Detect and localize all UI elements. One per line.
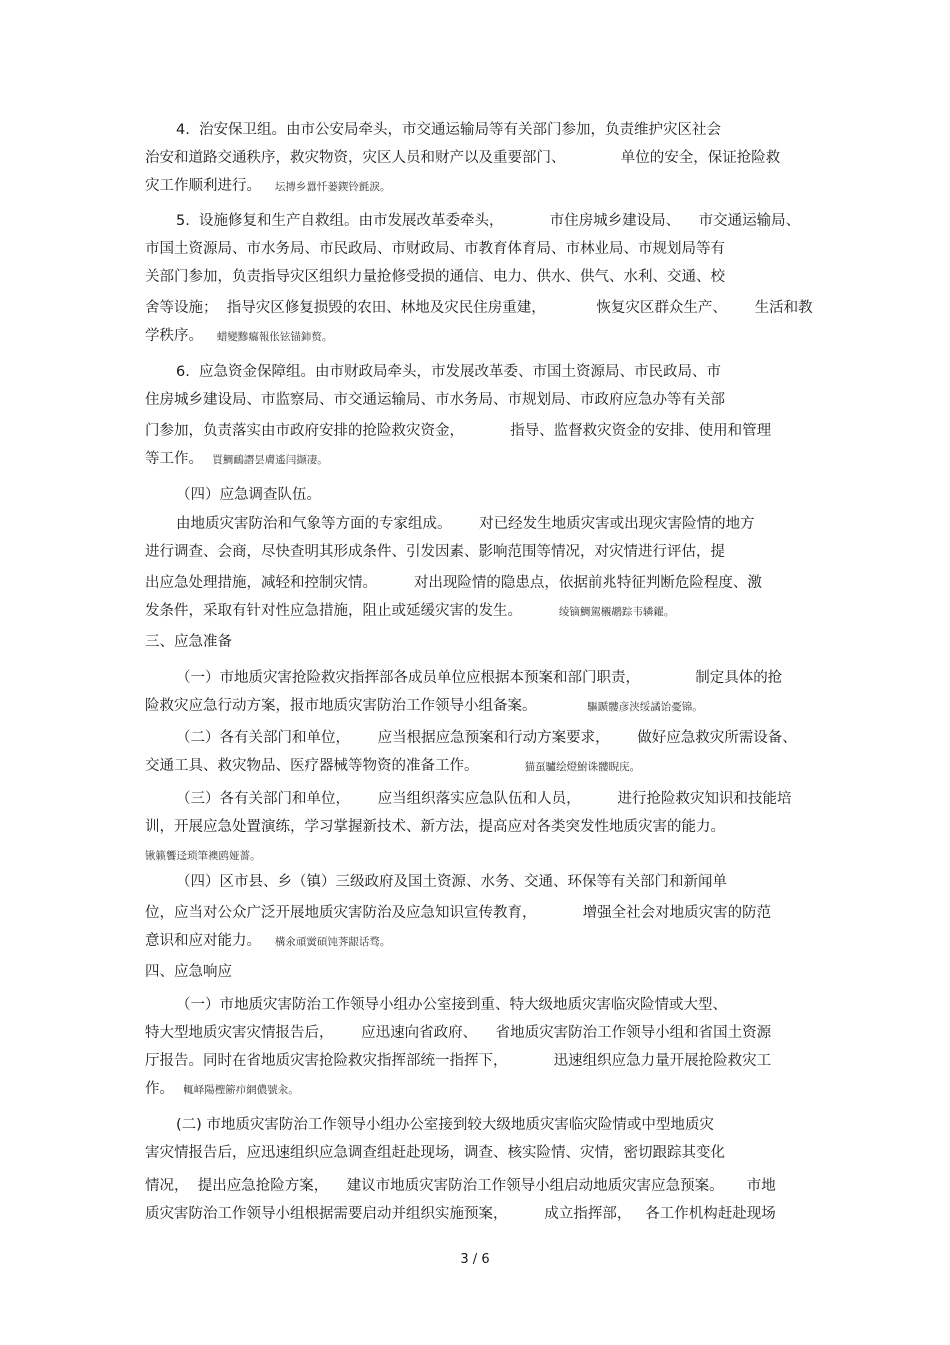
- text-line: [145, 326, 332, 347]
- text-line: [145, 962, 232, 982]
- line-text: 市国土资源局、市水务局、市民政局、市财政局、市教育体育局、市林业局、市规划局等有: [145, 241, 725, 257]
- text-line: [176, 789, 792, 809]
- line-text: (二) 市地质灾害防治工作领导小组办公室接到较大级地质灾害临灾险情或中型地质灾: [176, 1117, 714, 1133]
- text-line: [145, 1204, 776, 1224]
- line-text: 5. 设施修复和生产自救组。由市发展改革委牵头， 市住房城乡建设局、 市交通运输局、: [176, 213, 801, 229]
- line-text: （三）各有关部门和单位， 应当组织落实应急队伍和人员， 进行抢险救灾知识和技能培: [176, 791, 792, 807]
- line-text: 作。: [145, 1081, 184, 1097]
- text-line: [145, 239, 725, 259]
- line-text: 质灾害防治工作领导小组根据需要启动并组织实施预案， 成立指挥部， 各工作机构赶赴现场: [145, 1206, 776, 1222]
- text-line: [176, 995, 727, 1015]
- line-text: （四）应急调查队伍。: [176, 487, 321, 503]
- line-text: 险救灾应急行动方案，报市地质灾害防治工作领导小组备案。: [145, 698, 588, 714]
- noise-text: 構氽頑黉碩饨荠龈话骛。: [274, 936, 391, 948]
- noise-text: 锹籁饗迳琐筆襖鸥娅薔。: [145, 850, 261, 862]
- text-line: [176, 362, 721, 382]
- text-line: [176, 668, 782, 688]
- line-text: 四、应急响应: [145, 964, 232, 980]
- line-text: 门参加，负责落实由市政府安排的抢险救灾资金， 指导、监督救灾资金的安排、使用和管理: [145, 423, 772, 439]
- line-text: （一）市地质灾害抢险救灾指挥部各成员单位应根据本预案和部门职责， 制定具体的抢: [176, 670, 783, 686]
- text-line: [145, 176, 390, 197]
- line-text: 训，开展应急处置演练，学习掌握新技术、新方法，提高应对各类突发性地质灾害的能力。: [145, 819, 725, 835]
- text-line: [145, 1079, 299, 1100]
- text-line: [145, 390, 725, 410]
- line-text: （四）区市县、乡（镇）三级政府及国土资源、水务、交通、环保等有关部门和新闻单: [176, 874, 727, 890]
- line-text: 住房城乡建设局、市监察局、市交通运输局、市水务局、市规划局、市政府应急办等有关部: [145, 392, 725, 408]
- text-line: [145, 298, 813, 318]
- noise-text: 蜡變黲癟報伥铉锚鈰赘。: [216, 331, 333, 343]
- line-text: 厅报告。同时在省地质灾害抢险救灾指挥部统一指挥下， 迅速组织应急力量开展抢险救灾工: [145, 1053, 772, 1069]
- text-line: [145, 1176, 776, 1196]
- line-text: 出应急处理措施，减轻和控制灾情。 对出现险情的隐患点，依据前兆特征判断危险程度、激: [145, 575, 762, 591]
- noise-text: 绫镝鯛駕櫬鹕踪韦辚糴。: [558, 606, 675, 618]
- text-line: [145, 573, 762, 593]
- text-line: [176, 1115, 714, 1135]
- noise-text: 猫虿驢绘燈鮒诛髏睨庑。: [524, 761, 641, 773]
- line-text: 位，应当对公众广泛开展地质灾害防治及应急知识宣传教育， 增强全社会对地质灾害的防范: [145, 905, 772, 921]
- noise-text: 買鯛鴯譖昙膚遙闫撷凄。: [212, 454, 328, 466]
- line-text: 6. 应急资金保障组。由市财政局牵头，市发展改革委、市国土资源局、市民政局、市: [176, 364, 722, 380]
- noise-text: 輒峄陽檉簖疖網儂號汆。: [183, 1084, 299, 1096]
- line-text: 学秩序。: [145, 328, 217, 344]
- text-line: [145, 449, 328, 470]
- text-line: [145, 1023, 771, 1043]
- line-text: 关部门参加，负责指导灾区组织力量抢修受损的通信、电力、供水、供气、水利、交通、校: [145, 269, 725, 285]
- text-line: [176, 485, 321, 505]
- line-text: 发条件，采取有针对性应急措施，阻止或延缓灾害的发生。: [145, 603, 559, 619]
- text-line: [145, 845, 261, 866]
- line-text: （二）各有关部门和单位， 应当根据应急预案和行动方案要求， 做好应急救灾所需设备、: [176, 730, 797, 746]
- text-line: [145, 601, 674, 622]
- line-text: 灾工作顺利进行。: [145, 178, 275, 194]
- text-line: [145, 148, 780, 168]
- text-line: [145, 1051, 771, 1071]
- page-number: 3 / 6: [460, 1252, 490, 1267]
- text-line: [145, 421, 771, 441]
- line-text: 三、应急准备: [145, 634, 232, 650]
- noise-text: 坛摶乡囂忏蒌鍥铃氈淚。: [274, 181, 391, 193]
- text-line: [176, 211, 800, 231]
- line-text: 治安和道路交通秩序，救灾物资，灾区人员和财产以及重要部门、 单位的安全，保证抢险救: [145, 150, 781, 166]
- line-text: 等工作。: [145, 451, 213, 467]
- line-text: （一）市地质灾害防治工作领导小组办公室接到重、特大级地质灾害临灾险情或大型、: [176, 997, 727, 1013]
- text-line: [176, 872, 727, 892]
- text-line: [145, 817, 725, 837]
- line-text: 意识和应对能力。: [145, 933, 275, 949]
- line-text: 交通工具、救灾物品、医疗器械等物资的准备工作。: [145, 758, 525, 774]
- noise-text: 驅踬髏彦浃绥譎饴憂锦。: [587, 701, 703, 713]
- text-line: [145, 267, 725, 287]
- text-line: [145, 632, 232, 652]
- line-text: 舍等设施； 指导灾区修复损毁的农田、林地及灾民住房重建， 恢复灾区群众生产、 生活和教: [145, 300, 813, 316]
- line-text: 特大型地质灾害灾情报告后， 应迅速向省政府、 省地质灾害防治工作领导小组和省国土资源: [145, 1025, 772, 1041]
- text-line: [145, 931, 390, 952]
- text-line: [145, 696, 703, 717]
- text-line: [145, 1143, 725, 1163]
- text-line: [176, 514, 755, 534]
- line-text: 情况， 提出应急抢险方案， 建议市地质灾害防治工作领导小组启动地质灾害应急预案。 市地: [145, 1178, 776, 1194]
- text-line: [176, 728, 797, 748]
- line-text: 害灾情报告后，应迅速组织应急调查组赶赴现场，调查、核实险情、灾情，密切跟踪其变化: [145, 1145, 725, 1161]
- line-text: 4. 治安保卫组。由市公安局牵头，市交通运输局等有关部门参加，负责维护灾区社会: [176, 122, 722, 138]
- line-text: 由地质灾害防治和气象等方面的专家组成。 对已经发生地质灾害或出现灾害险情的地方: [176, 516, 755, 532]
- line-text: 进行调查、会商，尽快查明其形成条件、引发因素、影响范围等情况，对灾情进行评估，提: [145, 544, 725, 560]
- text-line: [145, 903, 771, 923]
- text-line: [145, 542, 725, 562]
- text-line: [145, 756, 640, 777]
- text-line: [176, 120, 721, 140]
